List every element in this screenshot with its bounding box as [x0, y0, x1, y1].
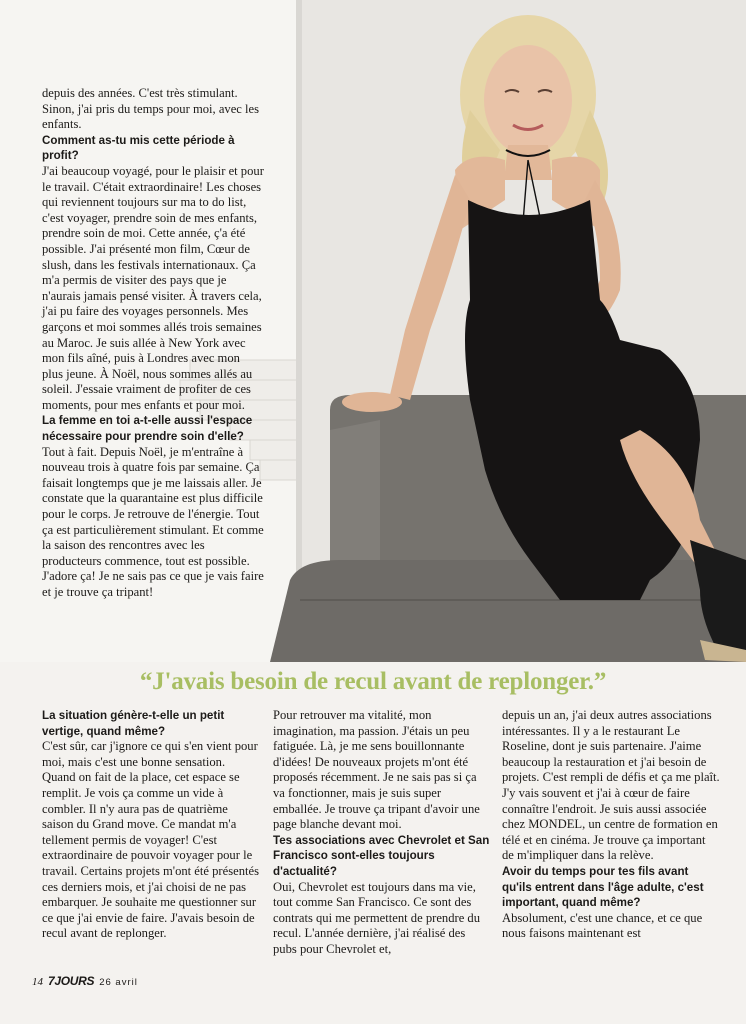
folio [32, 974, 138, 988]
question: La situation génère-t-elle un petit vertige, quand même? [42, 709, 225, 738]
column-3 [502, 708, 720, 942]
column-2 [273, 708, 491, 958]
paragraph: J'ai beaucoup voyagé, pour le plaisir et pour le travail. C'était extraordinaire! Les choses qui reviennent toujours sur ma to do list, c'est voyager, prendre soin de mes enfants, prendre soin de moi. Cette année, ç'a été possible. J'ai présenté mon film, Cœur de slush, dans les festivals internationaux. Ça m'a permis de visiter des pays que je n'aurais jamais pensé visiter. À travers cela, j'ai pu faire des voyages personnels. Mes garçons et moi sommes allés trois semaines au Maroc. Je suis allée à New York avec mon fils aîné, puis à Londres avec mon plus jeune. À Noël, nous sommes allés au soleil. J'essaie vraiment de profiter de ces moments, pour mes enfants et pour moi. [42, 163, 264, 412]
sofa-seat [270, 560, 746, 662]
pull-quote: “J'avais besoin de recul avant de replonger.” [139, 668, 607, 695]
face [484, 45, 572, 155]
question: Comment as-tu mis cette période à profit? [42, 133, 235, 163]
paragraph: C'est sûr, car j'ignore ce qui s'en vient pour moi, mais c'est une bonne sensation. Quand on fait de la place, cet espace se remplit. Je vois ça comme un vide à combler. Il n'y aura pas de quatrième saison du Grand move. Ce mandat m'a tellement permis de voyager! C'est extraordinaire de pouvoir voyager pour le travail. Certains projets m'ont été présentés ces derniers mois, et j'ai choisi de ne pas embarquer. Je souhaite me questionner sur ce que j'ai envie de faire. J'avais besoin de recul avant de replonger. [42, 739, 259, 941]
page-number: 14 [32, 976, 43, 988]
question: Tes associations avec Chevrolet et San Francisco sont-elles toujours d'actualité? [273, 833, 490, 878]
paragraph: depuis des années. C'est très stimulant. Sinon, j'ai pris du temps pour moi, avec les enfants. [42, 86, 260, 132]
question: La femme en toi a-t-elle aussi l'espace nécessaire pour prendre soin d'elle? [42, 414, 253, 444]
paragraph: Tout à fait. Depuis Noël, je m'entraîne à nouveau trois à quatre fois par semaine. Ça faisait longtemps que je me laissais aller. Je constate que la quarantaine est plus difficile pour le corps. Je retrouve de l'énergie. Tout ça est particulièrement stimulant. Et comme la saison des rencontres avec les producteurs commence, tout est possible. J'adore ça! Je ne sais pas ce que je vais faire et je trouve ça tripant! [42, 444, 264, 599]
question: Avoir du temps pour tes fils avant qu'ils entrent dans l'âge adulte, c'est important, quand même? [502, 864, 704, 910]
paragraph: Absolument, c'est une chance, et ce que nous faisons maintenant est [502, 910, 703, 941]
issue-date: 26 avril [99, 977, 138, 988]
column-1 [42, 708, 260, 942]
paragraph: Oui, Chevrolet est toujours dans ma vie, tout comme San Francisco. Ce sont des contrats qui me permettent de prendre du recul. L'année dernière, j'ai réalisé des pubs pour Chevrolet et, [273, 879, 481, 956]
intro-column [42, 86, 264, 601]
paragraph: depuis un an, j'ai deux autres associations intéressantes. Il y a le restaurant Le Roseline, dont je suis partenaire. J'aime beaucoup la restauration et j'ai besoin de projets. C'est rempli de défis et ça me plaît. J'y vais souvent et j'ai à cœur de faire connaître l'endroit. Je suis aussi associée chez MONDEL, un centre de formation en télé et en cinéma. Je trouve ça important de m'impliquer dans la relève. [502, 708, 720, 863]
magazine-logo: 7JOURS [48, 974, 95, 988]
paragraph: Pour retrouver ma vitalité, mon imagination, ma passion. J'étais un peu fatiguée. Là, je me sens bouillonnante d'idées! De nouveaux projets m'ont été proposés récemment. Je ne sais pas si ça va fonctionner, mais je suis super emballée. Je trouve ça tripant d'avoir une page blanche devant moi. [273, 708, 480, 832]
